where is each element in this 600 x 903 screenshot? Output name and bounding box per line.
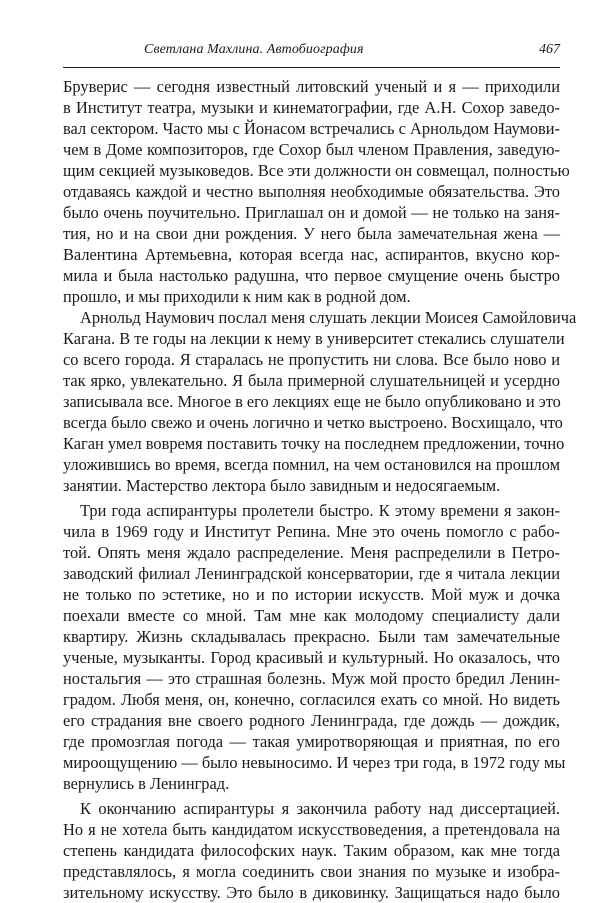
paragraph-3 [63, 500, 566, 794]
text-line: Кагана. В те годы на лекции к нему в университет стекались слушатели [63, 329, 565, 348]
text-line: не только по эстетике, но и по истории искусств. Мой муж и дочка [63, 585, 560, 604]
text-line: ученые, музыканты. Город красивый и культурный. Но оказалось, что [63, 648, 560, 667]
text-line: К окончанию аспирантуры я закончила работу над диссертацией. [80, 799, 560, 818]
text-line: той. Опять меня ждало распределение. Меня распределили в Петро- [63, 543, 560, 562]
text-line: занятии. Мастерство лектора было завидным и недосягаемым. [63, 476, 501, 495]
header-rule [63, 67, 560, 68]
paragraph-1 [63, 76, 570, 307]
text-line: Три года аспирантуры пролетели быстро. К этому времени я закон- [80, 501, 560, 520]
text-line: отдаваясь каждой и честно выполняя необходимые обязательства. Это [63, 182, 560, 201]
paragraph-4 [63, 798, 560, 903]
text-line: со всего города. Я старалась не пропустить ни слова. Все было ново и [63, 350, 560, 369]
text-line: заводский филиал Ленинградской консерватории, где я читала лекции [63, 564, 560, 583]
text-line: поехали вместе со мной. Там мне как молодому специалисту дали [63, 606, 560, 625]
text-line: Валентина Артемьевна, которая всегда нас, аспирантов, вкусно кор- [63, 245, 560, 264]
text-line: Каган умел вовремя поставить точку на последнем предложении, точно [63, 434, 565, 453]
text-line: где промозглая погода — такая умиротворяющая и приятная, по его [63, 732, 560, 751]
text-line: его страдания вне своего родного Ленинграда, где дождь — дождик, [63, 711, 560, 730]
text-line: квартиру. Жизнь складывалась прекрасно. Были там замечательные [63, 627, 560, 646]
text-line: мила и была настолько радушна, что первое смущение очень быстро [63, 266, 560, 285]
text-line: зительному искусству. Это было в диковинку. Защищаться надо было [63, 883, 560, 902]
text-line: чила в 1969 году и Институт Репина. Мне это очень помогло с рабо- [63, 522, 560, 541]
text-line: вернулись в Ленинград. [63, 774, 230, 793]
text-line: всегда было свежо и очень логично и четко выстроено. Восхищало, что [63, 413, 563, 432]
text-line: вал сектором. Часто мы с Йонасом встречались с Арнольдом Наумови- [63, 119, 560, 138]
text-line: в Институт театра, музыки и кинематографии, где А.Н. Сохор заведо- [63, 98, 560, 117]
text-line: представлялось, я могла соединить свои знания по музыке и изобра- [63, 862, 560, 881]
running-header-title: Светлана Махлина. Автобиография [144, 42, 364, 57]
running-header [63, 40, 560, 64]
text-line: степень кандидата философских наук. Таким образом, как мне тогда [63, 841, 560, 860]
text-line: записывала все. Многое в его лекциях еще не было опубликовано и это [63, 392, 561, 411]
text-line: ностальгия — это страшная болезнь. Муж мой просто бредил Ленин- [63, 669, 560, 688]
text-line: тия, но и на свои дни рождения. У него была замечательная жена — [63, 224, 560, 243]
body-text [63, 76, 577, 903]
text-line: Но я не хотела быть кандидатом искусствоведения, а претендовала на [63, 820, 560, 839]
text-line: щим секцией музыковедов. Все эти должности он совмещал, полностью [63, 161, 570, 180]
text-line: Бруверис — сегодня известный литовский ученый и я — приходили [63, 77, 560, 96]
text-line: градом. Любя меня, он, конечно, согласился ехать со мной. Но видеть [63, 690, 560, 709]
text-line: было очень поучительно. Приглашал он и домой — не только на заня- [63, 203, 560, 222]
text-line: так ярко, увлекательно. Я была примерной слушательницей и усердно [63, 371, 560, 390]
paragraph-2 [63, 307, 577, 496]
text-line: мироощущению — было невыносимо. И через три года, в 1972 году мы [63, 753, 566, 772]
page-number: 467 [539, 42, 560, 57]
text-line: чем в Доме композиторов, где Сохор был членом Правления, заведую- [63, 140, 560, 159]
text-line: уложившись во время, всегда помнил, на чем остановился на прошлом [63, 455, 560, 474]
text-line: Арнольд Наумович послал меня слушать лекции Моисея Самойловича [80, 308, 577, 327]
text-line: прошло, и мы приходили к ним как в родной дом. [63, 287, 411, 306]
